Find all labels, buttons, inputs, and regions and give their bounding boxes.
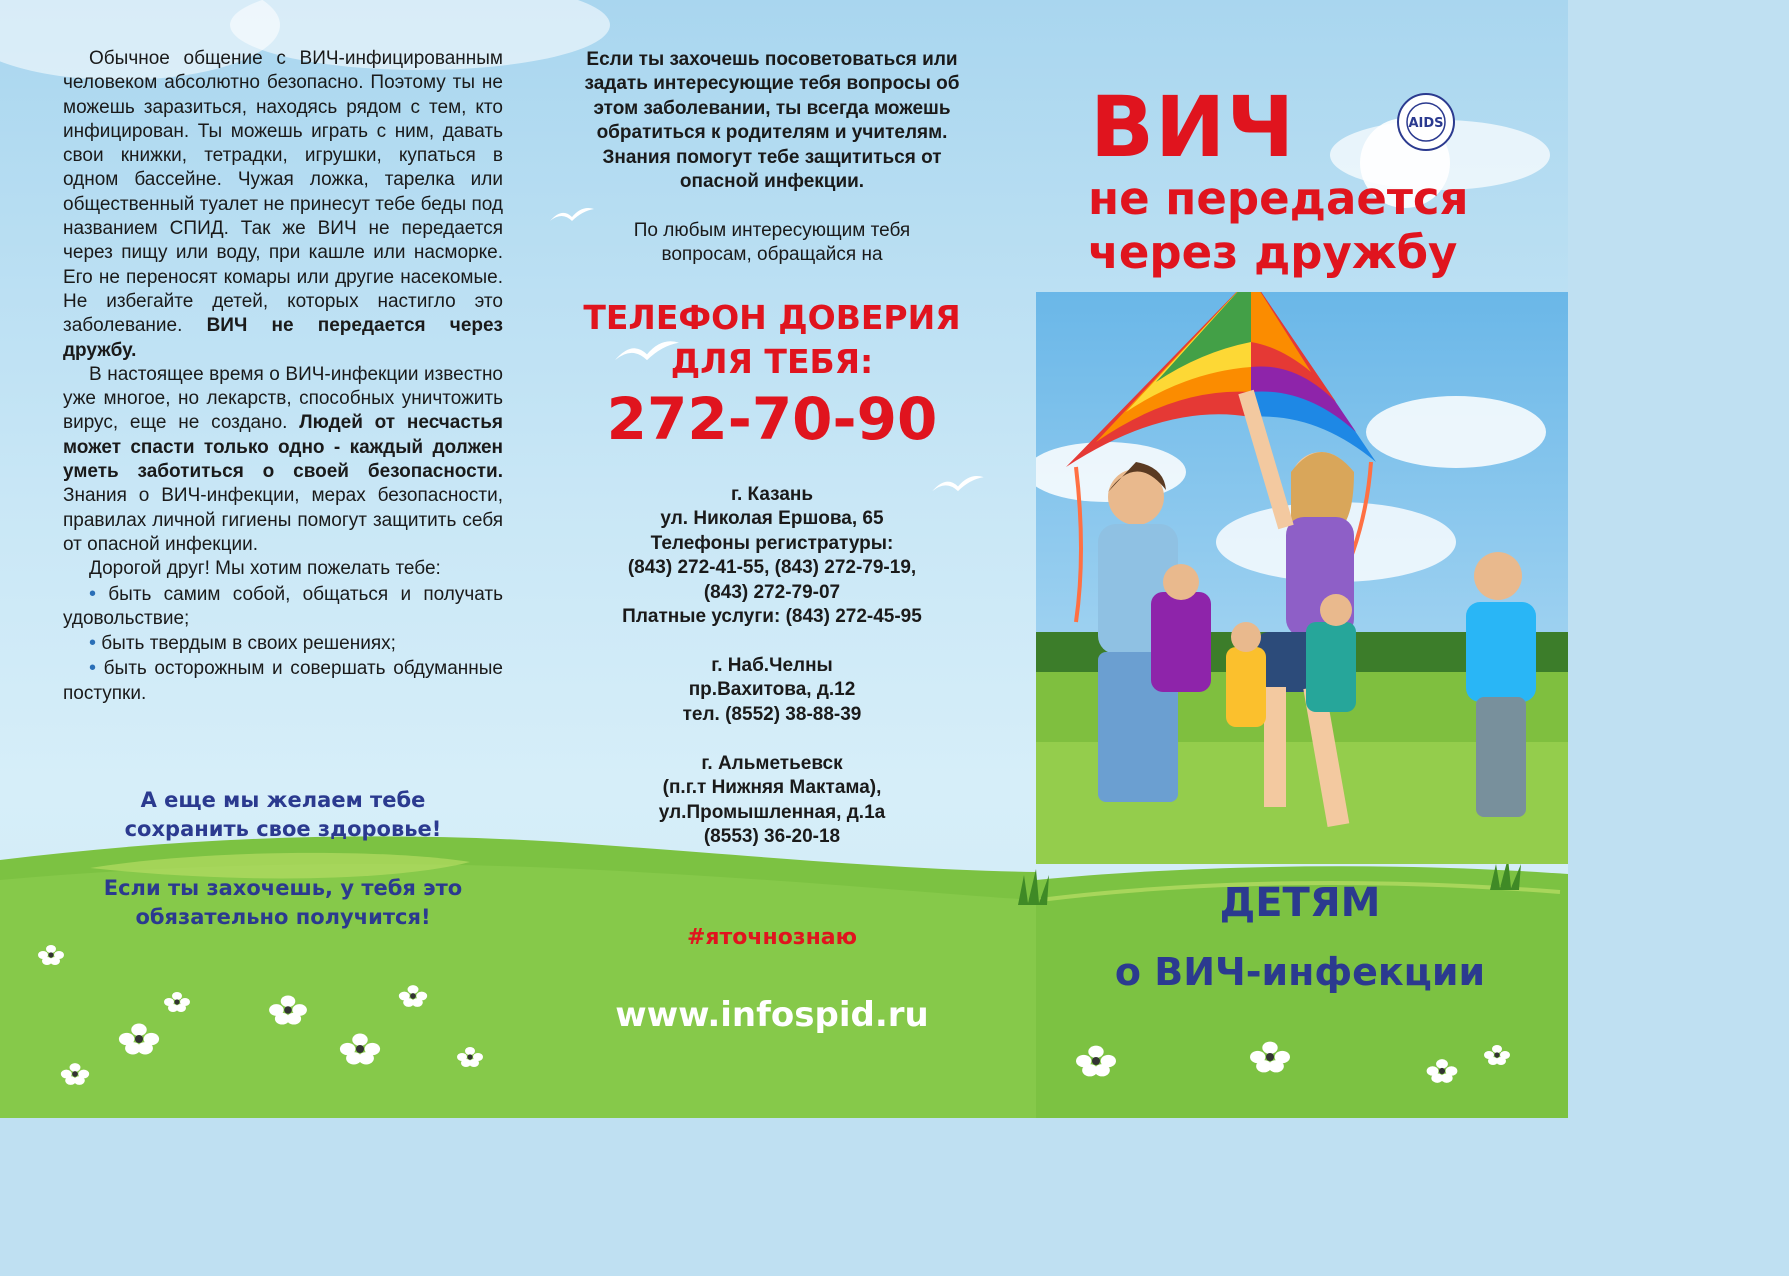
address-line: Платные услуги: (843) 272-45-95 xyxy=(622,606,922,628)
address-line: Телефоны регистратуры: xyxy=(650,532,894,554)
daisy-icon xyxy=(118,1022,160,1056)
advice-line: задать интересующие тебя вопросы об xyxy=(584,73,960,95)
intro-paragraph xyxy=(63,47,503,363)
daisy-icon xyxy=(38,944,64,966)
address-line: тел. (8552) 38-88-39 xyxy=(682,703,862,725)
address-line: г. Наб.Челны xyxy=(711,655,833,676)
advice-line: Если ты захочешь посоветоваться или xyxy=(586,49,958,70)
wish-item xyxy=(63,656,503,706)
address-kazan xyxy=(548,483,996,629)
health-wish xyxy=(63,786,503,844)
title-hiv: ВИЧ xyxy=(1090,78,1296,176)
bullet-icon: • xyxy=(89,632,97,655)
address-almetyevsk xyxy=(548,752,996,850)
title-subtitle xyxy=(1088,172,1469,280)
success-wish xyxy=(63,874,503,932)
small-child xyxy=(1226,647,1266,727)
daisy-icon xyxy=(1250,1040,1290,1074)
contact-intro-line: По любым интересующим тебя xyxy=(633,220,911,241)
success-wish-line: обязательно получится! xyxy=(135,905,431,929)
advice-line: опасной инфекции. xyxy=(679,171,865,193)
hotline-heading-line: ТЕЛЕФОН ДОВЕРИЯ xyxy=(583,298,961,337)
wish-item xyxy=(63,631,503,656)
bullet-icon: • xyxy=(89,582,97,605)
small-child xyxy=(1306,622,1356,712)
address-line: г. Казань xyxy=(730,484,814,505)
contact-intro xyxy=(548,219,996,268)
knowledge-emphasis: Людей от несчастья может спасти только одно - каждый должен уметь заботиться о своей безопасности. xyxy=(63,412,504,483)
advice-line: Знания помогут тебе защититься от xyxy=(602,146,942,168)
daisy-icon xyxy=(268,994,308,1026)
daisy-icon xyxy=(456,1046,484,1068)
knowledge-tail: Знания о ВИЧ-инфекции, мерах безопасности, правилах личной гигиены помогут защитить себя от опасной инфекции. xyxy=(63,485,503,555)
hotline-number[interactable]: 272-70-90 xyxy=(606,385,938,453)
title-subtitle-line: не передается xyxy=(1088,172,1469,225)
left-panel-text xyxy=(63,47,503,706)
bullet-icon: • xyxy=(89,657,97,680)
wish-item-text: быть осторожным и совершать обдуманные поступки. xyxy=(63,658,503,704)
daisy-icon xyxy=(1426,1058,1458,1084)
daisy-icon xyxy=(164,991,190,1013)
intro-text: Обычное общение с ВИЧ-инфицированным человеком абсолютно безопасно. Поэтому ты не можешь заразиться, находясь рядом с тем, кто инфицирован. Ты можешь играть с ним, давать свои книжки, тетрадки, игрушки, купаться в одном бассейне. Чужая ложка, тарелка или общественный туалет не принесут тебе беды под названием СПИД. Так же ВИЧ не передается через пищу или воду, при кашле или насморке. Его не переносят комары или другие насекомые. Не избегайте детей, которых настигло это заболевание. xyxy=(63,48,503,337)
address-line: (843) 272-41-55, (843) 272-79-19, xyxy=(627,557,917,579)
audience-subtitle: о ВИЧ-инфекции xyxy=(1114,950,1486,994)
daisy-icon xyxy=(1076,1044,1116,1078)
wish-item-text: быть твердым в своих решениях; xyxy=(101,633,396,655)
daisy-icon xyxy=(338,1032,382,1066)
health-wish-line: сохранить свое здоровье! xyxy=(124,817,442,841)
health-wish-line: А еще мы желаем тебе xyxy=(140,788,426,812)
address-line: ул. Николая Ершова, 65 xyxy=(660,508,884,530)
logo-text: AIDS xyxy=(1408,116,1444,131)
website-link[interactable]: www.infospid.ru xyxy=(615,995,929,1035)
intro-emphasis: ВИЧ не передается через дружбу. xyxy=(63,315,503,361)
address-chelny xyxy=(548,654,996,727)
hotline-heading xyxy=(548,296,996,384)
knowledge-text: В настоящее время о ВИЧ-инфекции известно уже многое, но лекарств, способных уничтожить вирус, еще не создано. xyxy=(63,363,503,434)
success-wish-line: Если ты захочешь, у тебя это xyxy=(103,876,463,900)
advice-block xyxy=(548,48,996,194)
advice-line: этом заболевании, ты всегда можешь xyxy=(593,97,951,119)
small-child xyxy=(1151,592,1211,692)
wish-item xyxy=(63,582,503,632)
wish-intro: Дорогой друг! Мы хотим пожелать тебе: xyxy=(89,558,441,580)
hashtag: #яточнознаю xyxy=(686,925,858,950)
hotline-heading-line: ДЛЯ ТЕБЯ: xyxy=(670,342,874,381)
address-line: (п.г.т Нижняя Мактама), xyxy=(662,777,882,799)
small-child xyxy=(1466,602,1536,702)
contact-intro-line: вопросам, обращайся на xyxy=(661,244,883,266)
audience-title: ДЕТЯМ xyxy=(1219,880,1381,926)
daisy-icon xyxy=(1484,1044,1510,1066)
address-line: г. Альметьевск xyxy=(701,753,843,774)
daisy-icon xyxy=(398,984,428,1008)
title-subtitle-line: через дружбу xyxy=(1088,226,1458,279)
aids-center-logo xyxy=(1396,92,1456,152)
address-line: (8553) 36-20-18 xyxy=(703,826,841,848)
wish-item-text: быть самим собой, общаться и получать удовольствие; xyxy=(63,583,504,629)
daisy-icon xyxy=(60,1062,90,1086)
knowledge-paragraph xyxy=(63,363,503,557)
address-line: (843) 272-79-07 xyxy=(703,581,841,603)
advice-line: обратиться к родителям и учителям. xyxy=(596,122,948,144)
address-line: ул.Промышленная, д.1а xyxy=(658,801,886,823)
children-kite-photo xyxy=(1036,292,1568,864)
address-line: пр.Вахитова, д.12 xyxy=(688,679,856,701)
